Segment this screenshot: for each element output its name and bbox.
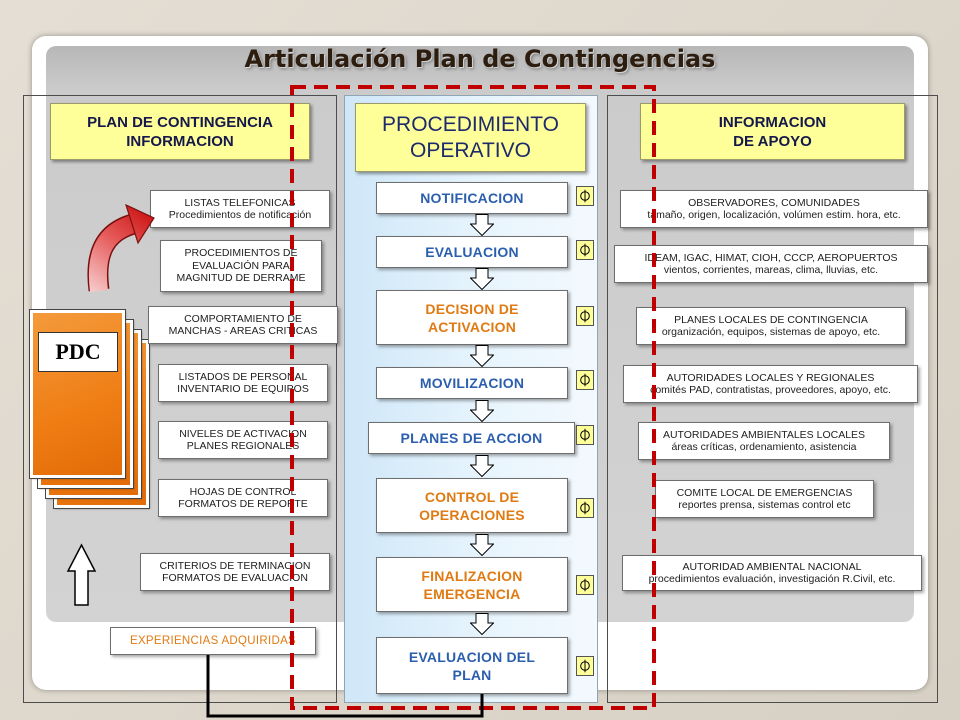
right-item-title: OBSERVADORES, COMUNIDADES bbox=[688, 196, 860, 209]
circled-bar-icon bbox=[579, 373, 591, 387]
left-item-line: CRITERIOS DE TERMINACION bbox=[159, 559, 311, 572]
step-marker bbox=[576, 425, 594, 445]
right-item-detail: reportes prensa, sistemas control etc bbox=[678, 499, 851, 511]
left-header bbox=[50, 103, 310, 160]
circled-bar-icon bbox=[579, 243, 591, 257]
step-marker bbox=[576, 498, 594, 518]
step-marker bbox=[576, 575, 594, 595]
left-item-line: PLANES REGIONALES bbox=[186, 440, 300, 452]
right-header-line: INFORMACION bbox=[718, 113, 827, 131]
right-item-detail: comités PAD, contratistas, proveedores, apoyo, etc. bbox=[650, 384, 891, 396]
right-item-local-plans bbox=[636, 307, 906, 345]
step-label: EVALUACION bbox=[425, 244, 519, 260]
step-evaluacion bbox=[376, 236, 568, 268]
circled-bar-icon bbox=[579, 309, 591, 323]
left-item-line: PROCEDIMIENTOS DE bbox=[184, 247, 298, 260]
page-title: Articulación Plan de Contingencias bbox=[244, 45, 716, 73]
left-header-line: PLAN DE CONTINGENCIA bbox=[87, 113, 273, 131]
step-control-operaciones bbox=[376, 478, 568, 533]
step-label: PLAN bbox=[452, 666, 492, 683]
step-planes-accion bbox=[368, 422, 575, 454]
left-item-line: MAGNITUD DE DERRAME bbox=[176, 272, 306, 285]
right-item-title: AUTORIDAD AMBIENTAL NACIONAL bbox=[682, 560, 862, 573]
step-label: ACTIVACION bbox=[427, 318, 517, 335]
right-item-detail: áreas críticas, ordenamiento, asistencia bbox=[671, 441, 857, 453]
arrow-down-icon bbox=[470, 534, 494, 556]
step-label: FINALIZACION bbox=[421, 567, 523, 584]
right-item-detail: vientos, corrientes, mareas, clima, lluvias, etc. bbox=[663, 264, 879, 276]
pdc-label: PDC bbox=[38, 332, 118, 372]
center-header bbox=[355, 103, 586, 172]
experiences-box bbox=[110, 627, 316, 655]
right-item-detail: procedimientos evaluación, investigación R.Civil, etc. bbox=[648, 573, 896, 585]
step-marker bbox=[576, 370, 594, 390]
right-item-emergency-committee bbox=[655, 480, 874, 518]
left-item-phone-lists bbox=[150, 190, 330, 228]
right-item-national-authority bbox=[622, 555, 922, 591]
step-notificacion bbox=[376, 182, 568, 214]
arrow-down-icon bbox=[470, 613, 494, 635]
right-item-title: AUTORIDADES LOCALES Y REGIONALES bbox=[666, 371, 875, 384]
step-marker bbox=[576, 240, 594, 260]
step-label: OPERACIONES bbox=[419, 506, 525, 523]
step-marker bbox=[576, 656, 594, 676]
step-evaluacion-plan bbox=[376, 637, 568, 694]
left-item-line: LISTADOS DE PERSONAL bbox=[178, 370, 308, 383]
step-movilizacion bbox=[376, 367, 568, 399]
step-label: NOTIFICACION bbox=[420, 190, 524, 206]
left-item-termination-criteria bbox=[140, 553, 330, 591]
step-decision-activacion bbox=[376, 290, 568, 345]
arrow-down-icon bbox=[470, 214, 494, 236]
step-label: CONTROL DE bbox=[424, 488, 520, 505]
circled-bar-icon bbox=[579, 501, 591, 515]
experiences-label: EXPERIENCIAS ADQUIRIDAS bbox=[129, 634, 297, 647]
circled-bar-icon bbox=[579, 189, 591, 203]
center-header-line: OPERATIVO bbox=[410, 138, 531, 162]
right-item-detail: organización, equipos, sistemas de apoyo, etc. bbox=[661, 326, 881, 338]
step-label: EVALUACION DEL bbox=[408, 648, 536, 665]
step-finalizacion-emergencia bbox=[376, 557, 568, 612]
left-item-line: HOJAS DE CONTROL bbox=[189, 485, 297, 498]
arrow-down-icon bbox=[470, 455, 494, 477]
step-label: MOVILIZACION bbox=[419, 375, 525, 391]
step-label: EMERGENCIA bbox=[423, 585, 521, 602]
right-item-observers bbox=[620, 190, 928, 228]
circled-bar-icon bbox=[579, 428, 591, 442]
left-item-line: MANCHAS - AREAS CRITICAS bbox=[168, 325, 318, 337]
left-item-line: FORMATOS DE REPORTE bbox=[178, 498, 308, 510]
step-label: PLANES DE ACCION bbox=[400, 430, 543, 446]
left-item-line: LISTAS TELEFONICAS bbox=[184, 196, 296, 209]
right-item-title: COMITE LOCAL DE EMERGENCIAS bbox=[676, 486, 853, 499]
left-item-line: NIVELES DE ACTIVACION bbox=[179, 427, 307, 440]
left-item-line: Procedimientos de notificación bbox=[168, 209, 312, 221]
arrow-down-icon bbox=[470, 400, 494, 422]
step-marker bbox=[576, 306, 594, 326]
left-item-personnel-lists bbox=[158, 364, 328, 402]
arrow-down-icon bbox=[470, 268, 494, 290]
arrow-down-icon bbox=[470, 345, 494, 367]
right-item-title: AUTORIDADES AMBIENTALES LOCALES bbox=[662, 428, 866, 441]
right-item-title: PLANES LOCALES DE CONTINGENCIA bbox=[674, 313, 868, 326]
right-item-local-authorities bbox=[623, 365, 918, 403]
left-item-control-sheets bbox=[158, 479, 328, 517]
right-header-line: DE APOYO bbox=[733, 132, 812, 150]
right-header bbox=[640, 103, 905, 160]
left-item-line: COMPORTAMIENTO DE bbox=[184, 312, 302, 325]
left-item-slick-behavior bbox=[148, 306, 338, 344]
circled-bar-icon bbox=[579, 578, 591, 592]
circled-bar-icon bbox=[579, 659, 591, 673]
left-item-activation-levels bbox=[158, 421, 328, 459]
right-item-environmental-authorities bbox=[638, 422, 890, 460]
left-header-line: INFORMACION bbox=[126, 132, 234, 150]
left-item-line: FORMATOS DE EVALUACION bbox=[162, 572, 308, 584]
right-item-title: IDEAM, IGAC, HIMAT, CIOH, CCCP, AEROPUERTOS bbox=[644, 251, 898, 264]
left-item-line: EVALUACIÓN PARA bbox=[192, 259, 290, 272]
right-item-agencies bbox=[614, 245, 928, 283]
center-header-line: PROCEDIMIENTO bbox=[382, 112, 559, 136]
left-item-evaluation-procedures bbox=[160, 240, 322, 292]
step-label: DECISION DE bbox=[425, 300, 519, 317]
right-item-detail: tamaño, origen, localización, volúmen estim. hora, etc. bbox=[647, 209, 901, 221]
step-marker bbox=[576, 186, 594, 206]
left-item-line: INVENTARIO DE EQUIPOS bbox=[177, 383, 309, 395]
